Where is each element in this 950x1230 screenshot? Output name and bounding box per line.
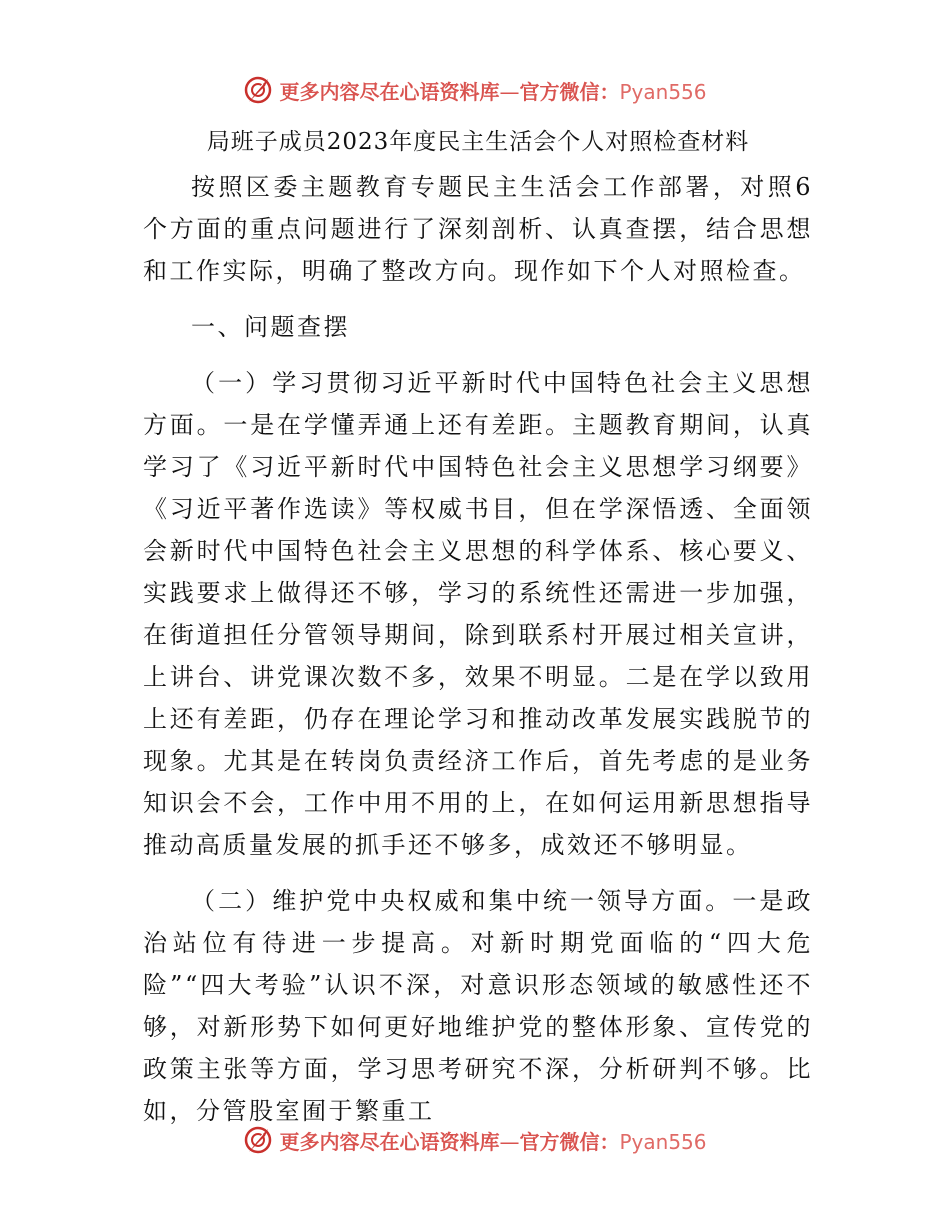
document-title: 局班子成员2023年度民主生活会个人对照检查材料 — [206, 129, 750, 155]
paragraph-study: （一）学习贯彻习近平新时代中国特色社会主义思想方面。一是在学懂弄通上还有差距。主题教育期间，认真学习了《习近平新时代中国特色社会主义思想学习纲要》《习近平著作选读》等权威书目，但在学深悟透、全面领会新时代中国特色社会主义思想的科学体系、核心要义、实践要求上做得还不够，学习的系统性还需进一步加强，在街道担任分管领导期间，除到联系村开展过相关宣讲，上讲台、讲党课次数不多，效果不明显。二是在学以致用上还有差距，仍存在理论学习和推动改革发展实践脱节的现象。尤其是在转岗负责经济工作后，首先考虑的是业务知识会不会，工作中用不用的上，在如何运用新思想指导推动高质量发展的抓手还不够多，成效还不够明显。 — [143, 369, 813, 859]
watermark-text: 更多内容尽在心语资料库—官方微信：Pyan556 — [279, 79, 707, 104]
document-body — [143, 118, 813, 1132]
section-heading: 一、问题查摆 — [191, 313, 350, 341]
quill-pen-circle-icon — [243, 1125, 273, 1155]
watermark-text: 更多内容尽在心语资料库—官方微信：Pyan556 — [279, 1129, 707, 1154]
intro-paragraph: 按照区委主题教育专题民主生活会工作部署，对照6个方面的重点问题进行了深刻剖析、认真查摆，结合思想和工作实际，明确了整改方向。现作如下个人对照检查。 — [143, 173, 813, 285]
paragraph-authority: （二）维护党中央权威和集中统一领导方面。一是政治站位有待进一步提高。对新时期党面临的“四大危险”“四大考验”认识不深，对意识形态领域的敏感性还不够，对新形势下如何更好地维护党的整体形象、宣传党的政策主张等方面，学习思考研究不深，分析研判不够。比如，分管股室囿于繁重工 — [143, 887, 813, 1125]
watermark-footer — [0, 1120, 950, 1160]
quill-pen-circle-icon — [243, 75, 273, 105]
watermark-header — [0, 70, 950, 110]
